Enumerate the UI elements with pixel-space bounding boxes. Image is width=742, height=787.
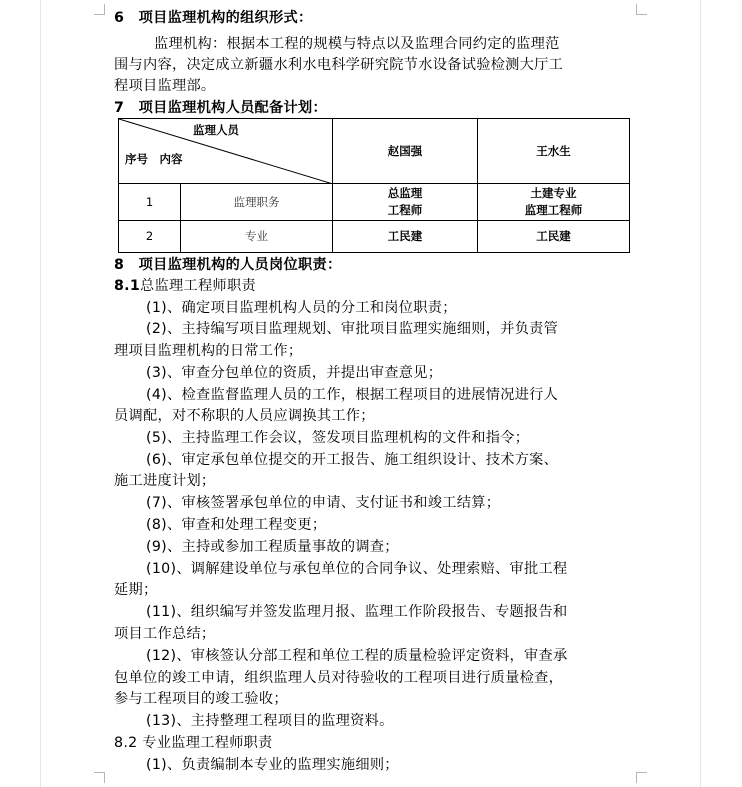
duty-line: (4)、检查监督监理人员的工作，根据工程项目的进展情况进行人	[146, 387, 559, 403]
duty-line: (7)、审核签署承包单位的申请、支付证书和竣工结算；	[146, 495, 501, 511]
duty-line: 理项目监理机构的日常工作；	[114, 343, 303, 359]
duty-line: 施工进度计划；	[114, 473, 216, 489]
cell-line: 总监理	[387, 186, 423, 200]
duty-line: (1)、负责编制本专业的监理实施细则；	[146, 757, 399, 773]
cell-line: 监理工程师	[524, 203, 583, 217]
duty-line: (13)、主持整理工程项目的监理资料。	[146, 713, 394, 729]
margin-mark-top-left	[94, 4, 105, 15]
column-header-person: 赵国强	[333, 119, 478, 184]
duty-line: (8)、审查和处理工程变更；	[146, 517, 327, 533]
table-row	[119, 221, 630, 253]
table-row	[119, 184, 630, 221]
duty-line: (3)、审查分包单位的资质，并提出审查意见；	[146, 365, 443, 381]
subsection-8-1-title: 总监理工程师职责	[140, 278, 256, 294]
margin-mark-bottom-right	[636, 772, 647, 783]
table-cell	[478, 184, 630, 221]
table-cell: 工民建	[333, 221, 478, 253]
duty-line: 项目工作总结；	[114, 626, 216, 642]
page-edge-left	[40, 0, 41, 787]
row-content-label: 监理职务	[181, 184, 333, 221]
duty-line: 参与工程项目的竣工验收；	[114, 691, 288, 707]
table-cell: 工民建	[478, 221, 630, 253]
duty-line: 员调配，对不称职的人员应调换其工作；	[114, 408, 375, 424]
section-7-heading: 7 项目监理机构人员配备计划：	[114, 100, 327, 116]
page-edge-right	[700, 0, 701, 787]
duty-line: (1)、确定项目监理机构人员的分工和岗位职责；	[146, 300, 457, 316]
diagonal-header-cell	[119, 119, 333, 184]
staffing-table	[118, 118, 630, 253]
cell-line: 土建专业	[530, 186, 577, 200]
row-number: 2	[119, 221, 181, 253]
duty-line: (11)、组织编写并签发监理月报、监理工作阶段报告、专题报告和	[146, 604, 568, 620]
corner-label-index-content: 序号 内容	[125, 152, 183, 166]
margin-mark-top-right	[636, 4, 647, 15]
subsection-8-1-number: 8.1	[114, 278, 141, 294]
table-cell	[333, 184, 478, 221]
section-6-body-line: 程项目监理部。	[114, 78, 216, 94]
duty-line: (5)、主持监理工作会议，签发项目监理机构的文件和指令；	[146, 430, 530, 446]
corner-label-staff: 监理人员	[193, 123, 239, 137]
duty-line: (6)、审定承包单位提交的开工报告、施工组织设计、技术方案、	[146, 452, 559, 468]
row-number: 1	[119, 184, 181, 221]
section-8-heading: 8 项目监理机构的人员岗位职责：	[114, 257, 342, 273]
section-6-body-line: 监理机构：根据本工程的规模与特点以及监理合同约定的监理范	[154, 36, 560, 52]
duty-line: 包单位的竣工申请，组织监理人员对待验收的工程项目进行质量检查，	[114, 670, 564, 686]
section-6-heading: 6 项目监理机构的组织形式：	[114, 10, 313, 26]
subsection-8-2-heading: 8.2 专业监理工程师职责	[114, 735, 273, 751]
margin-mark-bottom-left	[94, 772, 105, 783]
cell-line: 工程师	[387, 203, 423, 217]
duty-line: (9)、主持或参加工程质量事故的调查；	[146, 539, 399, 555]
table-header-row	[119, 119, 630, 184]
duty-line: (2)、主持编写项目监理规划、审批项目监理实施细则，并负责管	[146, 321, 559, 337]
duty-line: (12)、审核签认分部工程和单位工程的质量检验评定资料，审查承	[146, 648, 568, 664]
subsection-8-1-heading	[114, 275, 256, 297]
column-header-person: 王水生	[478, 119, 630, 184]
duty-line: 延期；	[114, 582, 158, 598]
duty-line: (10)、调解建设单位与承包单位的合同争议、处理索赔、审批工程	[146, 561, 568, 577]
row-content-label: 专业	[181, 221, 333, 253]
section-6-body-line: 围与内容，决定成立新疆水利水电科学研究院节水设备试验检测大厅工	[114, 57, 564, 73]
